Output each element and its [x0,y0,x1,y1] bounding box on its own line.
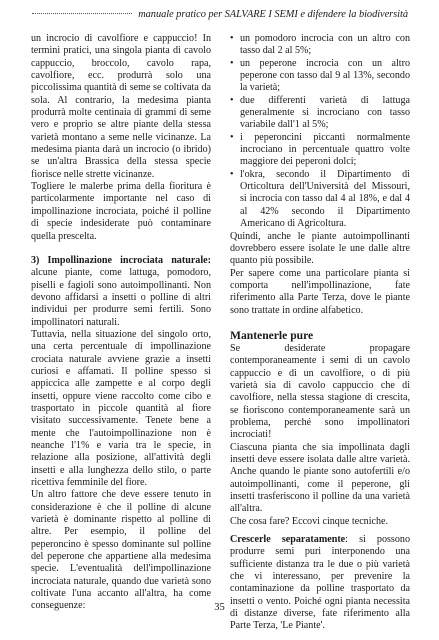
left-column [31,33,211,613]
right-column [230,33,410,633]
list-item: • i peperoncini piccanti normalmente incrociano in percentuale quattro volte maggiore dei peperoni dolci; [230,132,410,169]
subsection-paragraph [230,534,410,633]
paragraph: Togliere le malerbe prima della fioritura è particolarmente importante nel caso di impollinazione incrociata, poiché il polline di specie indesiderate può contaminare quella prescelta. [31,181,211,242]
subsection-text: : si possono produrre semi puri interponendo una sufficiente distanza tra le due o più varietà che vi interessano, per prevenire la contaminazione da polline trasportato da insetti o vento. Poiché ogni pianta necessita di distanze diverse, fate riferimento alla Parte Terza, 'Le Piante'. [230,534,410,632]
section-paragraph [31,255,211,329]
paragraph: Quindi, anche le piante autoimpollinanti dovrebbero essere isolate le une dalle altre quanto più possibile. [230,230,410,267]
list-item: • due differenti varietà di lattuga generalmente si incrociano con tasso variabile dall'1 al 5%; [230,95,410,132]
paragraph: Un altro fattore che deve essere tenuto in considerazione è che il polline di alcune varietà è dominante rispetto al polline di altre. Per esempio, il polline del peperoncino è spesso dominante sul polline del peperone che appartiene alla medesima specie. L'eventualità dell'impollinazione incrociata naturale, quando due varietà sono coltivate l'una accanto all'altra, ha come conseguenze: [31,489,211,612]
section-heading: Mantenerle pure [230,328,314,342]
list-item: • un peperone incrocia con un altro peperone con tasso dal 9 al 13%, secondo la varietà; [230,58,410,95]
header-title: manuale pratico per SALVARE I SEMI e difendere la biodiversità [138,9,408,20]
paragraph: Che cosa fare? Eccovi cinque tecniche. [230,515,389,527]
page-number: 35 [214,602,225,613]
section-title: 3) Impollinazione incrociata naturale: [31,254,211,266]
subsection-title: Crescerle separatamente [230,534,346,546]
header-dotted-leader [32,13,132,14]
paragraph: Se desiderate propagare contemporaneamente i semi di un cavolo cappuccio e di un cavolfiore, o di più varietà sia di cavolo cappuccio che di cavolfiore, nella stessa stagione di crescita, se fioriscono contemporaneamente sarà un problema, perché sono impollinatori incrociati! [230,342,410,441]
paragraph: Per sapere come una particolare pianta si comporta nell'impollinazione, fate riferimento alla Parte Terza, dove le piante sono trattate in ordine alfabetico. [230,267,410,316]
paragraph: Ciascuna pianta che sia impollinata dagli insetti deve essere isolata dalle altre varietà. Anche quando le piante sono autofertili e/o autoimpollinanti, come il peperone, gli insetti trasferiscono il polline da una varietà all'altra. [230,441,410,515]
list-item: • l'okra, secondo il Dipartimento di Orticoltura dell'Università del Missouri, si incrocia con tasso dal 4 al 18%, e dal 4 al 42% secondo il Dipartimento Americano di Agricoltura. [230,169,410,231]
section-text: alcune piante, come lattuga, pomodoro, piselli e fagioli sono autoimpollinanti. Non devono affidarsi a insetti o polline di altri individui per produrre semi fertili. Sono impollinatori naturali. [31,267,211,328]
list-item: • un pomodoro incrocia con un altro con tasso dal 2 al 5%; [230,33,410,58]
paragraph: un incrocio di cavolfiore e cappuccio! In termini pratici, una singola pianta di cavolo cappuccio, broccolo, cavolo rapa, cavolfiore, ecc. produrrà solo una piccolissima quantità di seme se coltivata da sola. Al contrario, la medesima pianta produrrà molte centinaia di grammi di seme vero e proprio se altre piante della stessa varietà montano a seme nelle vicinanze. La medesima pianta darà un incrocio (o ibrido) se un'altra Brassica della stessa specie fiorisce nelle strette vicinanze. [31,33,211,180]
paragraph: Tuttavia, nella situazione del singolo orto, una certa percentuale di impollinazione crociata naturale avviene grazie a insetti curiosi e affamati. Il polline spesso si appiccica alle zampette e al corpo degli insetti, oppure viene raccolto come cibo e trasportato in piccole quantità al fiore visitato successivamente. Tenete bene a mente che l'autoimpollinazione non è neanche l'1% e varia tra le specie, in relazione alla posizione, all'attività degli insetti e alla lunghezza dello stilo, o parte ricettiva femminile del fiore. [31,328,211,489]
running-header [32,9,408,20]
bullet-list [230,33,410,231]
